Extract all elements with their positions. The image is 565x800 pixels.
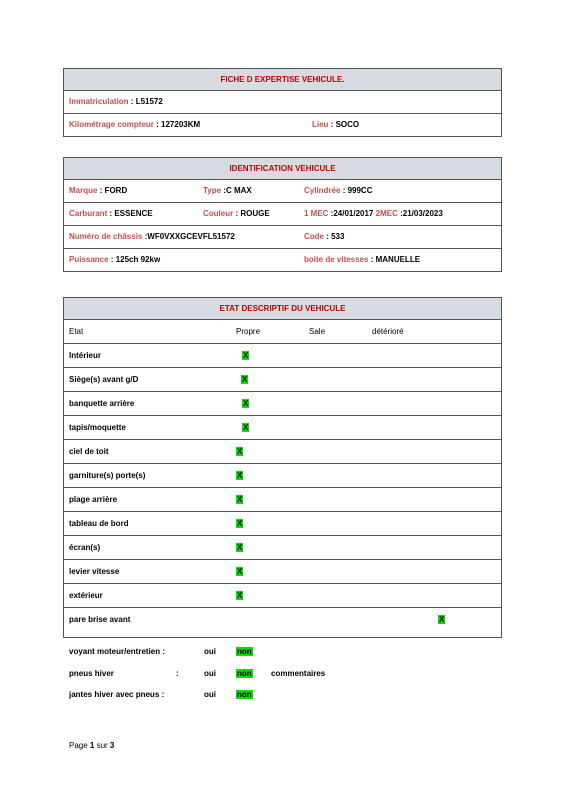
km-value: : 127203KM <box>153 120 201 129</box>
etat-row-mark <box>242 344 249 367</box>
etat-row-label: ciel de toit <box>69 447 109 456</box>
etat-row <box>64 608 501 637</box>
check-mark: X <box>243 351 249 360</box>
puissance-label: Puissance <box>69 255 109 264</box>
jantes-label: jantes hiver avec pneus : <box>69 690 165 699</box>
mec2-label: 2MEC <box>375 209 398 218</box>
check-mark: X <box>243 399 249 408</box>
etat-row-label: écran(s) <box>69 543 101 552</box>
identification-box <box>63 157 502 272</box>
cylindree-label: Cylindrée <box>304 186 341 195</box>
lieu-value: : SOCO <box>328 120 360 129</box>
immat-row <box>64 91 501 114</box>
footer-current: 1 <box>89 741 95 750</box>
etat-header-row <box>64 320 501 344</box>
fiche-expertise-box <box>63 68 502 137</box>
etat-row <box>64 464 501 488</box>
fiche-title: FICHE D EXPERTISE VEHICULE. <box>64 69 501 91</box>
ident-row-3 <box>64 226 501 249</box>
etat-row-label: tableau de bord <box>69 519 129 528</box>
col-deteriore: détérioré <box>372 327 404 336</box>
boite-value: : MANUELLE <box>368 255 421 264</box>
mec1-value: :24/01/2017 <box>328 209 374 218</box>
mec2-value: :21/03/2023 <box>397 209 443 218</box>
col-propre: Propre <box>236 327 261 336</box>
etat-row-mark <box>236 488 243 511</box>
pneus-line <box>69 669 114 678</box>
etat-row-mark <box>241 368 248 391</box>
etat-row <box>64 368 501 392</box>
etat-row-label: pare brise avant <box>69 615 131 624</box>
check-mark: X <box>237 519 243 528</box>
etat-row <box>64 584 501 608</box>
carburant-label: Carburant <box>69 209 108 218</box>
puissance-value: : 125ch 92kw <box>108 255 161 264</box>
voyant-label: voyant moteur/entretien : <box>69 647 166 656</box>
etat-row-label: plage arrière <box>69 495 118 504</box>
jantes-non: non <box>237 690 252 699</box>
boite-label: boite de vitesses <box>304 255 369 264</box>
lieu-label: Lieu <box>312 120 329 129</box>
check-mark: X <box>243 423 249 432</box>
etat-title: ETAT DESCRIPTIF DU VEHICULE <box>64 298 501 320</box>
check-mark: X <box>237 591 243 600</box>
check-mark: X <box>237 471 243 480</box>
code-value: : 533 <box>324 232 345 241</box>
etat-row-mark <box>236 464 243 487</box>
marque-label: Marque <box>69 186 98 195</box>
etat-row-label: Siège(s) avant g/D <box>69 375 139 384</box>
type-value: :C MAX <box>221 186 252 195</box>
check-mark: X <box>237 543 243 552</box>
etat-row <box>64 416 501 440</box>
type-label: Type <box>203 186 222 195</box>
etat-row <box>64 392 501 416</box>
footer-page: Page <box>69 741 90 750</box>
col-sale: Sale <box>309 327 326 336</box>
couleur-value: : ROUGE <box>233 209 270 218</box>
etat-row-label: levier vitesse <box>69 567 120 576</box>
etat-row-mark <box>242 392 249 415</box>
etat-row-mark <box>236 584 243 607</box>
voyant-line <box>69 647 165 656</box>
etat-row-mark <box>438 608 445 631</box>
couleur-label: Couleur <box>203 209 234 218</box>
marque-value: : FORD <box>97 186 128 195</box>
ident-row-4 <box>64 249 501 271</box>
km-row <box>64 114 501 136</box>
etat-box <box>63 297 502 638</box>
etat-row <box>64 488 501 512</box>
commentaires-label: commentaires <box>271 669 326 678</box>
cylindree-value: : 999CC <box>340 186 373 195</box>
voyant-non: non <box>237 647 252 656</box>
pneus-label: pneus hiver <box>69 669 114 678</box>
pneus-non: non <box>237 669 252 678</box>
pneus-oui: oui <box>204 669 216 678</box>
immat-value: : L51572 <box>128 97 163 106</box>
etat-row-label: banquette arrière <box>69 399 135 408</box>
pneus-colon: : <box>176 669 179 678</box>
etat-row-mark <box>236 512 243 535</box>
etat-row-label: garniture(s) porte(s) <box>69 471 146 480</box>
check-mark: X <box>242 375 248 384</box>
etat-row <box>64 536 501 560</box>
jantes-line <box>69 690 164 699</box>
code-label: Code <box>304 232 324 241</box>
check-mark: X <box>237 567 243 576</box>
check-mark: X <box>237 447 243 456</box>
mec1-label: 1 MEC <box>304 209 329 218</box>
etat-row <box>64 344 501 368</box>
chassis-label: Numéro de châssis <box>69 232 143 241</box>
chassis-value: :WF0VXXGCEVFL51572 <box>142 232 235 241</box>
etat-row-mark <box>236 560 243 583</box>
etat-row-mark <box>242 416 249 439</box>
etat-row-label: tapis/moquette <box>69 423 126 432</box>
etat-rows <box>64 344 501 637</box>
etat-row-mark <box>236 440 243 463</box>
etat-row <box>64 560 501 584</box>
ident-row-1 <box>64 180 501 203</box>
immat-label: Immatriculation <box>69 97 129 106</box>
ident-title: IDENTIFICATION VEHICULE <box>64 158 501 180</box>
etat-row-mark <box>236 536 243 559</box>
check-mark: X <box>237 495 243 504</box>
footer-total: 3 <box>109 741 115 750</box>
footer-sur: sur <box>94 741 110 750</box>
km-label: Kilométrage compteur <box>69 120 154 129</box>
page-footer <box>69 741 114 750</box>
etat-row-label: extérieur <box>69 591 103 600</box>
col-etat: Etat <box>69 327 84 336</box>
etat-row-label: Intérieur <box>69 351 102 360</box>
etat-row <box>64 512 501 536</box>
check-mark: X <box>439 615 445 624</box>
carburant-value: : ESSENCE <box>107 209 153 218</box>
jantes-oui: oui <box>204 690 216 699</box>
ident-row-2 <box>64 203 501 226</box>
voyant-oui: oui <box>204 647 216 656</box>
etat-row <box>64 440 501 464</box>
